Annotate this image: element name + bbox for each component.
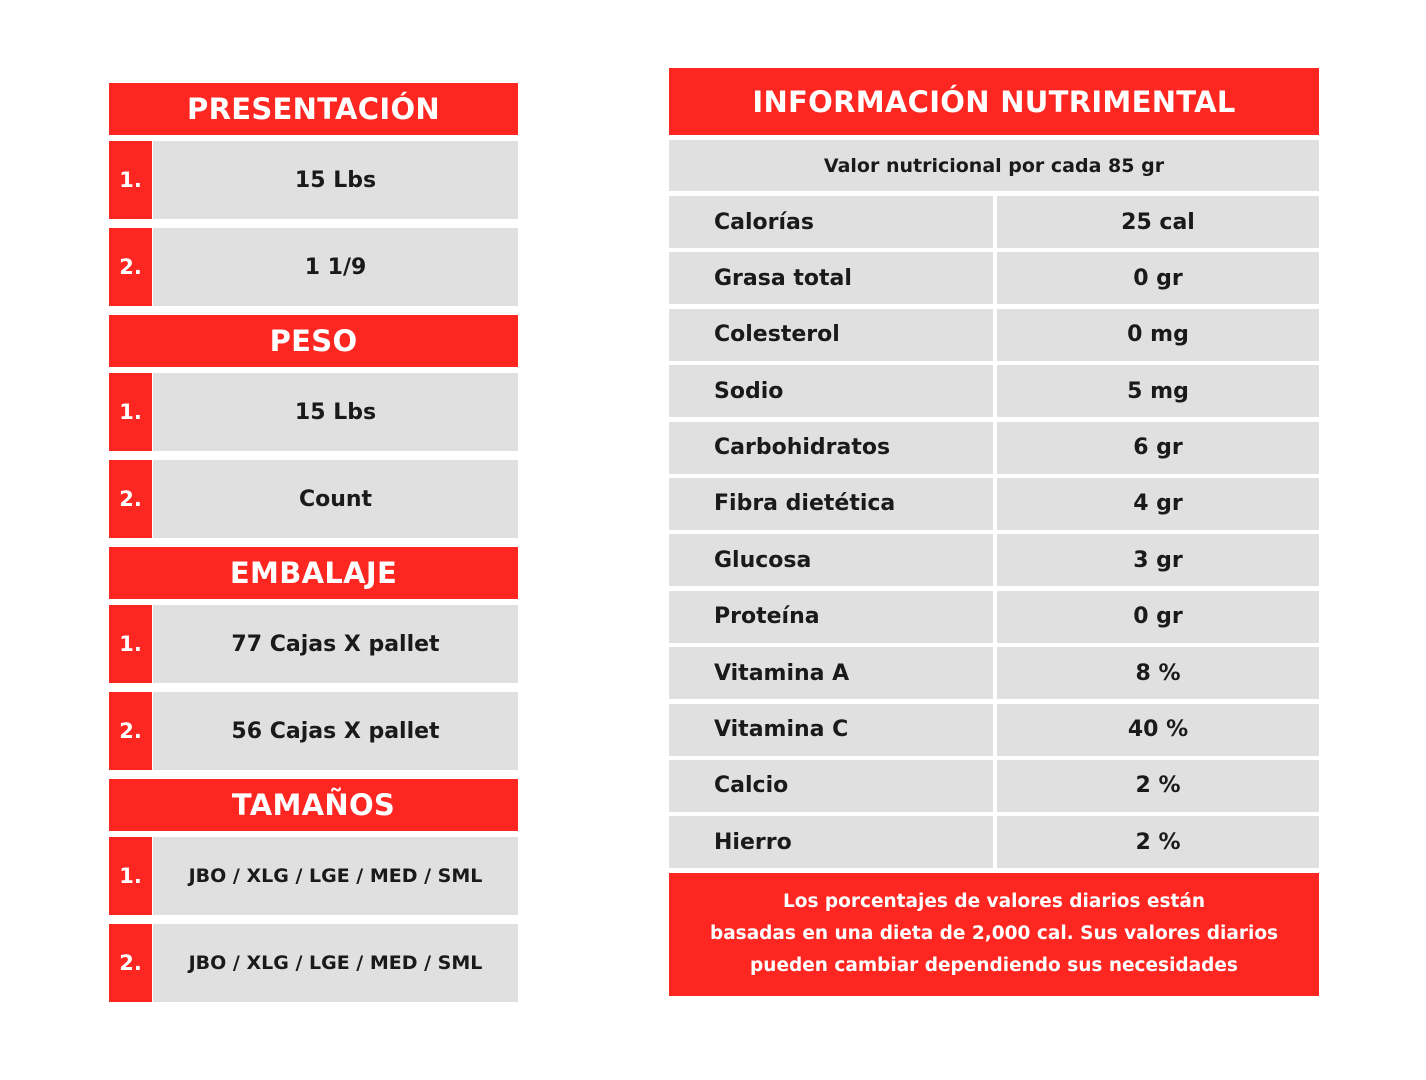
item-number: 2.	[109, 460, 152, 538]
item-value: 1 1/9	[153, 228, 518, 306]
item-number: 1.	[109, 837, 152, 915]
item-value: 56 Cajas X pallet	[153, 692, 518, 770]
table-row	[669, 760, 1319, 812]
nutrient-value: 5 mg	[997, 365, 1319, 417]
nutrient-label: Calcio	[669, 760, 993, 812]
table-row	[669, 647, 1319, 699]
nutrient-value: 2 %	[997, 760, 1319, 812]
nutrient-label: Vitamina A	[669, 647, 993, 699]
section-header-embalaje: EMBALAJE	[109, 547, 518, 599]
item-number: 1.	[109, 605, 152, 683]
list-item	[109, 141, 518, 219]
list-item	[109, 837, 518, 915]
nutrient-value: 0 mg	[997, 309, 1319, 361]
nutrition-table	[669, 196, 1319, 868]
footnote-line: basadas en una dieta de 2,000 cal. Sus valores diarios	[709, 923, 1279, 945]
list-item	[109, 924, 518, 1002]
footnote-line: Los porcentajes de valores diarios están	[782, 891, 1206, 913]
nutrient-label: Fibra dietética	[669, 478, 993, 530]
nutrient-label: Colesterol	[669, 309, 993, 361]
list-item	[109, 692, 518, 770]
nutrient-value: 25 cal	[997, 196, 1319, 248]
item-number: 1.	[109, 373, 152, 451]
nutrient-label: Proteína	[669, 591, 993, 643]
item-number: 2.	[109, 692, 152, 770]
item-value: JBO / XLG / LGE / MED / SML	[153, 837, 518, 915]
item-number: 2.	[109, 924, 152, 1002]
section-header-tamanos: TAMAÑOS	[109, 779, 518, 831]
list-item	[109, 460, 518, 538]
item-value: JBO / XLG / LGE / MED / SML	[153, 924, 518, 1002]
nutrient-value: 0 gr	[997, 252, 1319, 304]
nutrient-value: 40 %	[997, 704, 1319, 756]
table-row	[669, 196, 1319, 248]
table-row	[669, 365, 1319, 417]
section-header-presentacion: PRESENTACIÓN	[109, 83, 518, 135]
table-row	[669, 816, 1319, 868]
nutrient-label: Vitamina C	[669, 704, 993, 756]
item-value: 15 Lbs	[153, 373, 518, 451]
table-row	[669, 591, 1319, 643]
nutrition-title: INFORMACIÓN NUTRIMENTAL	[669, 68, 1319, 135]
nutrient-label: Glucosa	[669, 534, 993, 586]
nutrient-label: Carbohidratos	[669, 422, 993, 474]
nutrition-subtitle: Valor nutricional por cada 85 gr	[669, 140, 1319, 191]
nutrient-value: 6 gr	[997, 422, 1319, 474]
nutrient-label: Calorías	[669, 196, 993, 248]
table-row	[669, 252, 1319, 304]
table-row	[669, 478, 1319, 530]
nutrient-value: 3 gr	[997, 534, 1319, 586]
item-value: 77 Cajas X pallet	[153, 605, 518, 683]
list-item	[109, 605, 518, 683]
list-item	[109, 373, 518, 451]
table-row	[669, 309, 1319, 361]
nutrient-value: 2 %	[997, 816, 1319, 868]
nutrient-value: 0 gr	[997, 591, 1319, 643]
item-number: 1.	[109, 141, 152, 219]
nutrient-label: Grasa total	[669, 252, 993, 304]
section-header-peso: PESO	[109, 315, 518, 367]
nutrient-value: 8 %	[997, 647, 1319, 699]
nutrient-value: 4 gr	[997, 478, 1319, 530]
nutrition-footnote	[669, 873, 1319, 996]
nutrient-label: Sodio	[669, 365, 993, 417]
nutrient-label: Hierro	[669, 816, 993, 868]
product-spec-panel	[109, 83, 518, 1011]
item-value: 15 Lbs	[153, 141, 518, 219]
footnote-line: pueden cambiar dependiendo sus necesidades	[750, 955, 1238, 977]
item-number: 2.	[109, 228, 152, 306]
table-row	[669, 704, 1319, 756]
list-item	[109, 228, 518, 306]
table-row	[669, 534, 1319, 586]
table-row	[669, 422, 1319, 474]
nutrition-panel	[669, 68, 1319, 996]
item-value: Count	[153, 460, 518, 538]
